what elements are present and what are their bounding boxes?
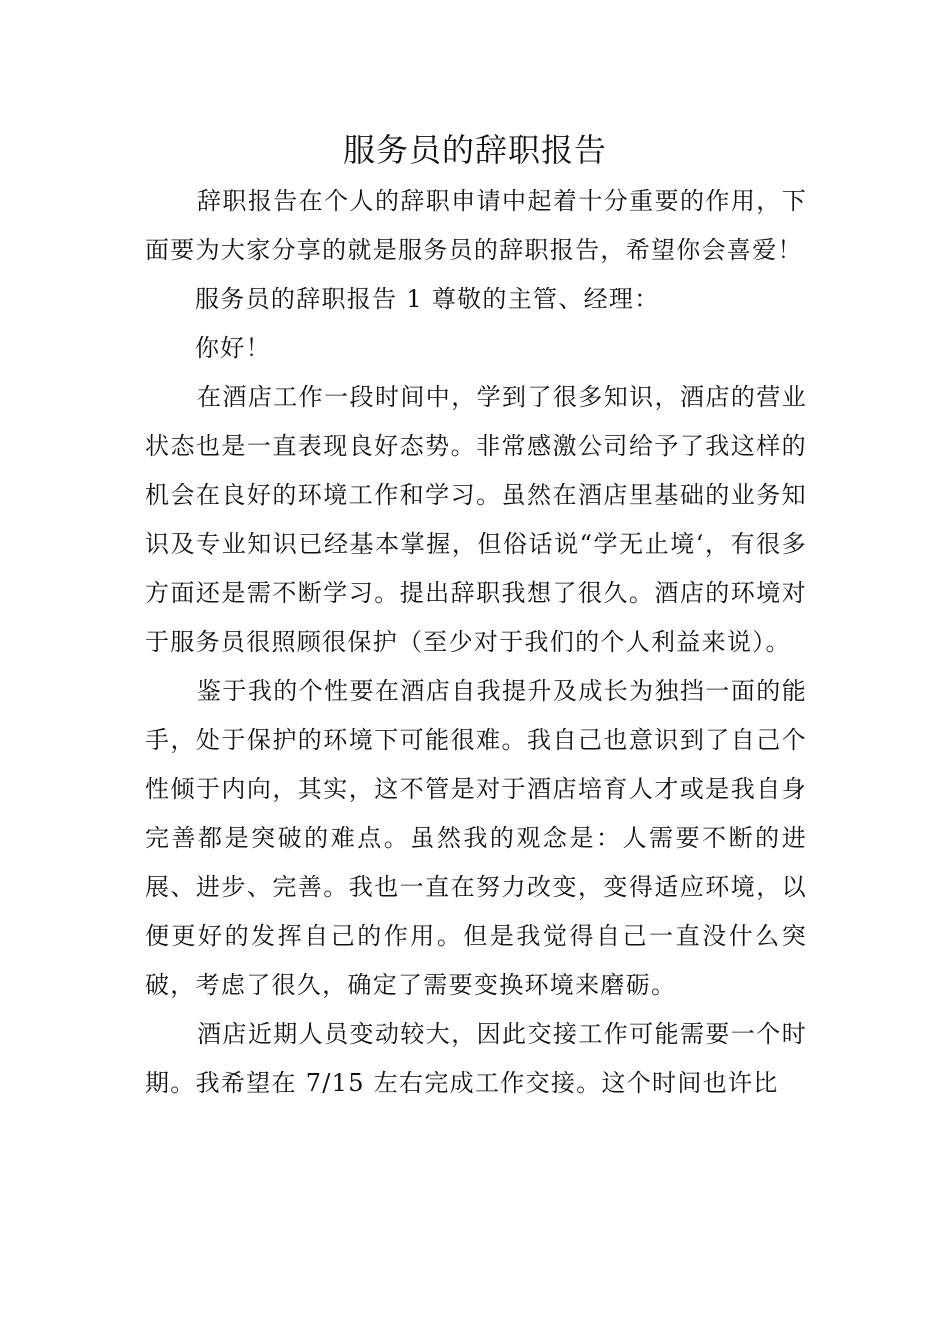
document-body — [145, 177, 807, 1108]
paragraph-salutation: 服务员的辞职报告 1 尊敬的主管、经理： — [195, 285, 660, 313]
paragraph-body-3: 酒店近期人员变动较大，因此交接工作可能需要一个时期。我希望在 7/15 左右完成工作交接。这个时间也许比 — [145, 1020, 807, 1097]
document-title: 服务员的辞职报告 — [342, 131, 607, 169]
paragraph-body-1: 在酒店工作一段时间中，学到了很多知识，酒店的营业状态也是一直表现良好态势。非常感激公司给予了我这样的机会在良好的环境工作和学习。虽然在酒店里基础的业务知识及专业知识已经基本掌握，但俗话说“学无止境‘，有很多方面还是需不断学习。提出辞职我想了很久。酒店的环境对于服务员很照顾很保护（至少对于我们的个人利益来说）。 — [145, 383, 807, 656]
paragraph-body-2: 鉴于我的个性要在酒店自我提升及成长为独挡一面的能手，处于保护的环境下可能很难。我自己也意识到了自己个性倾于内向，其实，这不管是对于酒店培育人才或是我自身完善都是突破的难点。虽然我的观念是：人需要不断的进展、进步、完善。我也一直在努力改变，变得适应环境，以便更好的发挥自己的作用。但是我觉得自己一直没什么突破，考虑了很久，确定了需要变换环境来磨砺。 — [145, 677, 807, 999]
paragraph-intro: 辞职报告在个人的辞职申请中起着十分重要的作用，下面要为大家分享的就是服务员的辞职报告，希望你会喜爱！ — [145, 187, 807, 264]
paragraph-greeting: 你好！ — [195, 334, 271, 362]
